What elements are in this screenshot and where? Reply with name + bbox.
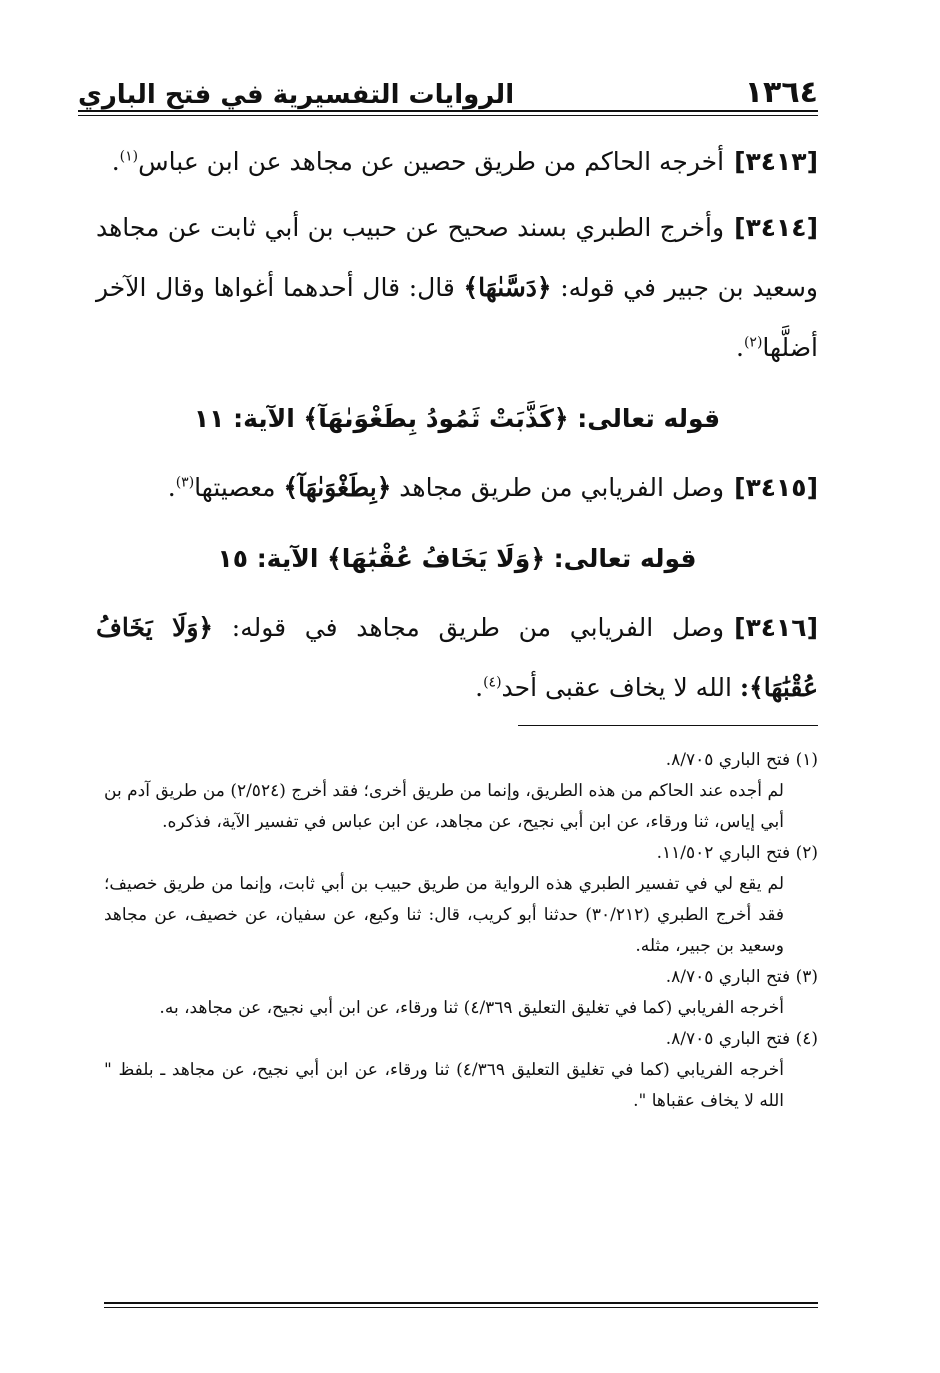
- quran-quote: ﴿دَسَّىٰهَا﴾: [463, 273, 552, 302]
- page-header: [78, 64, 818, 108]
- footnote-1-text: لم أجده عند الحاكم من هذه الطريق، وإنما من طريق أخرى؛ فقد أخرج (٢/٥٢٤) من طريق آدم بن أبي إياس، ثنا ورقاء، عن ابن أبي نجيح، عن مجاهد، عن ابن عباس في تفسير الآية، فذكره.: [104, 781, 784, 832]
- quran-quote: ﴿وَلَا يَخَافُ عُقْبَٰهَا﴾:: [96, 613, 818, 702]
- entry-number: [٣٤١٥]: [734, 473, 818, 502]
- entry-number: [٣٤١٦]: [734, 613, 818, 642]
- main-text: [96, 132, 818, 718]
- footnote-marker: (١): [119, 148, 139, 165]
- entry-tail: .: [735, 333, 744, 362]
- footnote-4-text: أخرجه الفريابي (كما في تغليق التعليق ٤/٣٦٩) ثنا ورقاء، عن ابن أبي نجيح، عن مجاهد ـ بلفظ " الله لا يخاف عقباها ".: [104, 1060, 784, 1111]
- entry-tail: .: [167, 473, 176, 502]
- footnotes: [104, 745, 818, 1117]
- entry-3414: [96, 198, 818, 378]
- entry-tail: .: [111, 147, 120, 176]
- entry-text: وصل الفريابي من طريق مجاهد في قوله:: [231, 613, 725, 642]
- header-rule-thin: [78, 115, 818, 116]
- footnote-2-source: (٢) فتح الباري ١١/٥٠٢.: [656, 843, 818, 863]
- entry-tail: .: [475, 673, 484, 702]
- footnote-marker: (٤): [483, 674, 502, 691]
- entry-text-continued: قال: قال أحدهما أغواها وقال الآخر أضلَّها: [96, 273, 818, 362]
- page-number: ١٣٦٤: [744, 75, 818, 110]
- footnote-marker: (٣): [175, 474, 195, 491]
- footnote-1-source: (١) فتح الباري ٨/٧٠٥.: [665, 750, 818, 770]
- entry-3415: [96, 458, 818, 518]
- entry-text-continued: معصيتها: [194, 473, 276, 502]
- entry-3416: [96, 598, 818, 718]
- footer-rule: [104, 1302, 818, 1304]
- entry-number: [٣٤١٣]: [734, 147, 818, 176]
- footnote-3-text: أخرجه الفريابي (كما في تغليق التعليق ٤/٣٦٩) ثنا ورقاء، عن ابن أبي نجيح، عن مجاهد، به.: [159, 998, 784, 1018]
- header-rule: [78, 110, 818, 112]
- section-heading-verse-11: قوله تعالى: ﴿كَذَّبَتْ ثَمُودُ بِطَغْوَىٰهَآ﴾ الآية: ١١: [193, 404, 721, 433]
- footer-rule-thin: [104, 1307, 818, 1308]
- footnote-3-source: (٣) فتح الباري ٨/٧٠٥.: [665, 967, 818, 987]
- footnote-2-text: لم يقع لي في تفسير الطبري هذه الرواية من طريق حبيب بن أبي ثابت، وإنما من طريق خصيف؛ فقد أخرج الطبري (٣٠/٢١٢) حدثنا أبو كريب، قال: ثنا وكيع، عن سفيان، عن خصيف، عن مجاهد وسعيد بن جبير، مثله.: [104, 874, 784, 956]
- entry-text: أخرجه الحاكم من طريق حصين عن مجاهد عن ابن عباس: [138, 147, 725, 176]
- entry-text: وأخرج الطبري بسند صحيح عن حبيب بن أبي ثابت عن مجاهد وسعيد بن جبير في قوله:: [96, 213, 818, 302]
- section-heading-verse-15: قوله تعالى: ﴿وَلَا يَخَافُ عُقْبَٰهَا﴾ الآية: ١٥: [217, 544, 697, 573]
- quran-quote: ﴿بِطَغْوَىٰهَآ﴾: [283, 473, 392, 502]
- entry-text-continued: الله لا يخاف عقبى أحد: [501, 673, 732, 702]
- footnote-marker: (٢): [743, 334, 763, 351]
- footnote-4-source: (٤) فتح الباري ٨/٧٠٥.: [665, 1029, 818, 1049]
- entry-text: وصل الفريابي من طريق مجاهد: [399, 473, 725, 502]
- entry-number: [٣٤١٤]: [734, 213, 818, 242]
- entry-3413: [96, 132, 818, 192]
- running-title: الروايات التفسيرية في فتح الباري: [78, 80, 515, 110]
- footnote-separator: [518, 725, 818, 726]
